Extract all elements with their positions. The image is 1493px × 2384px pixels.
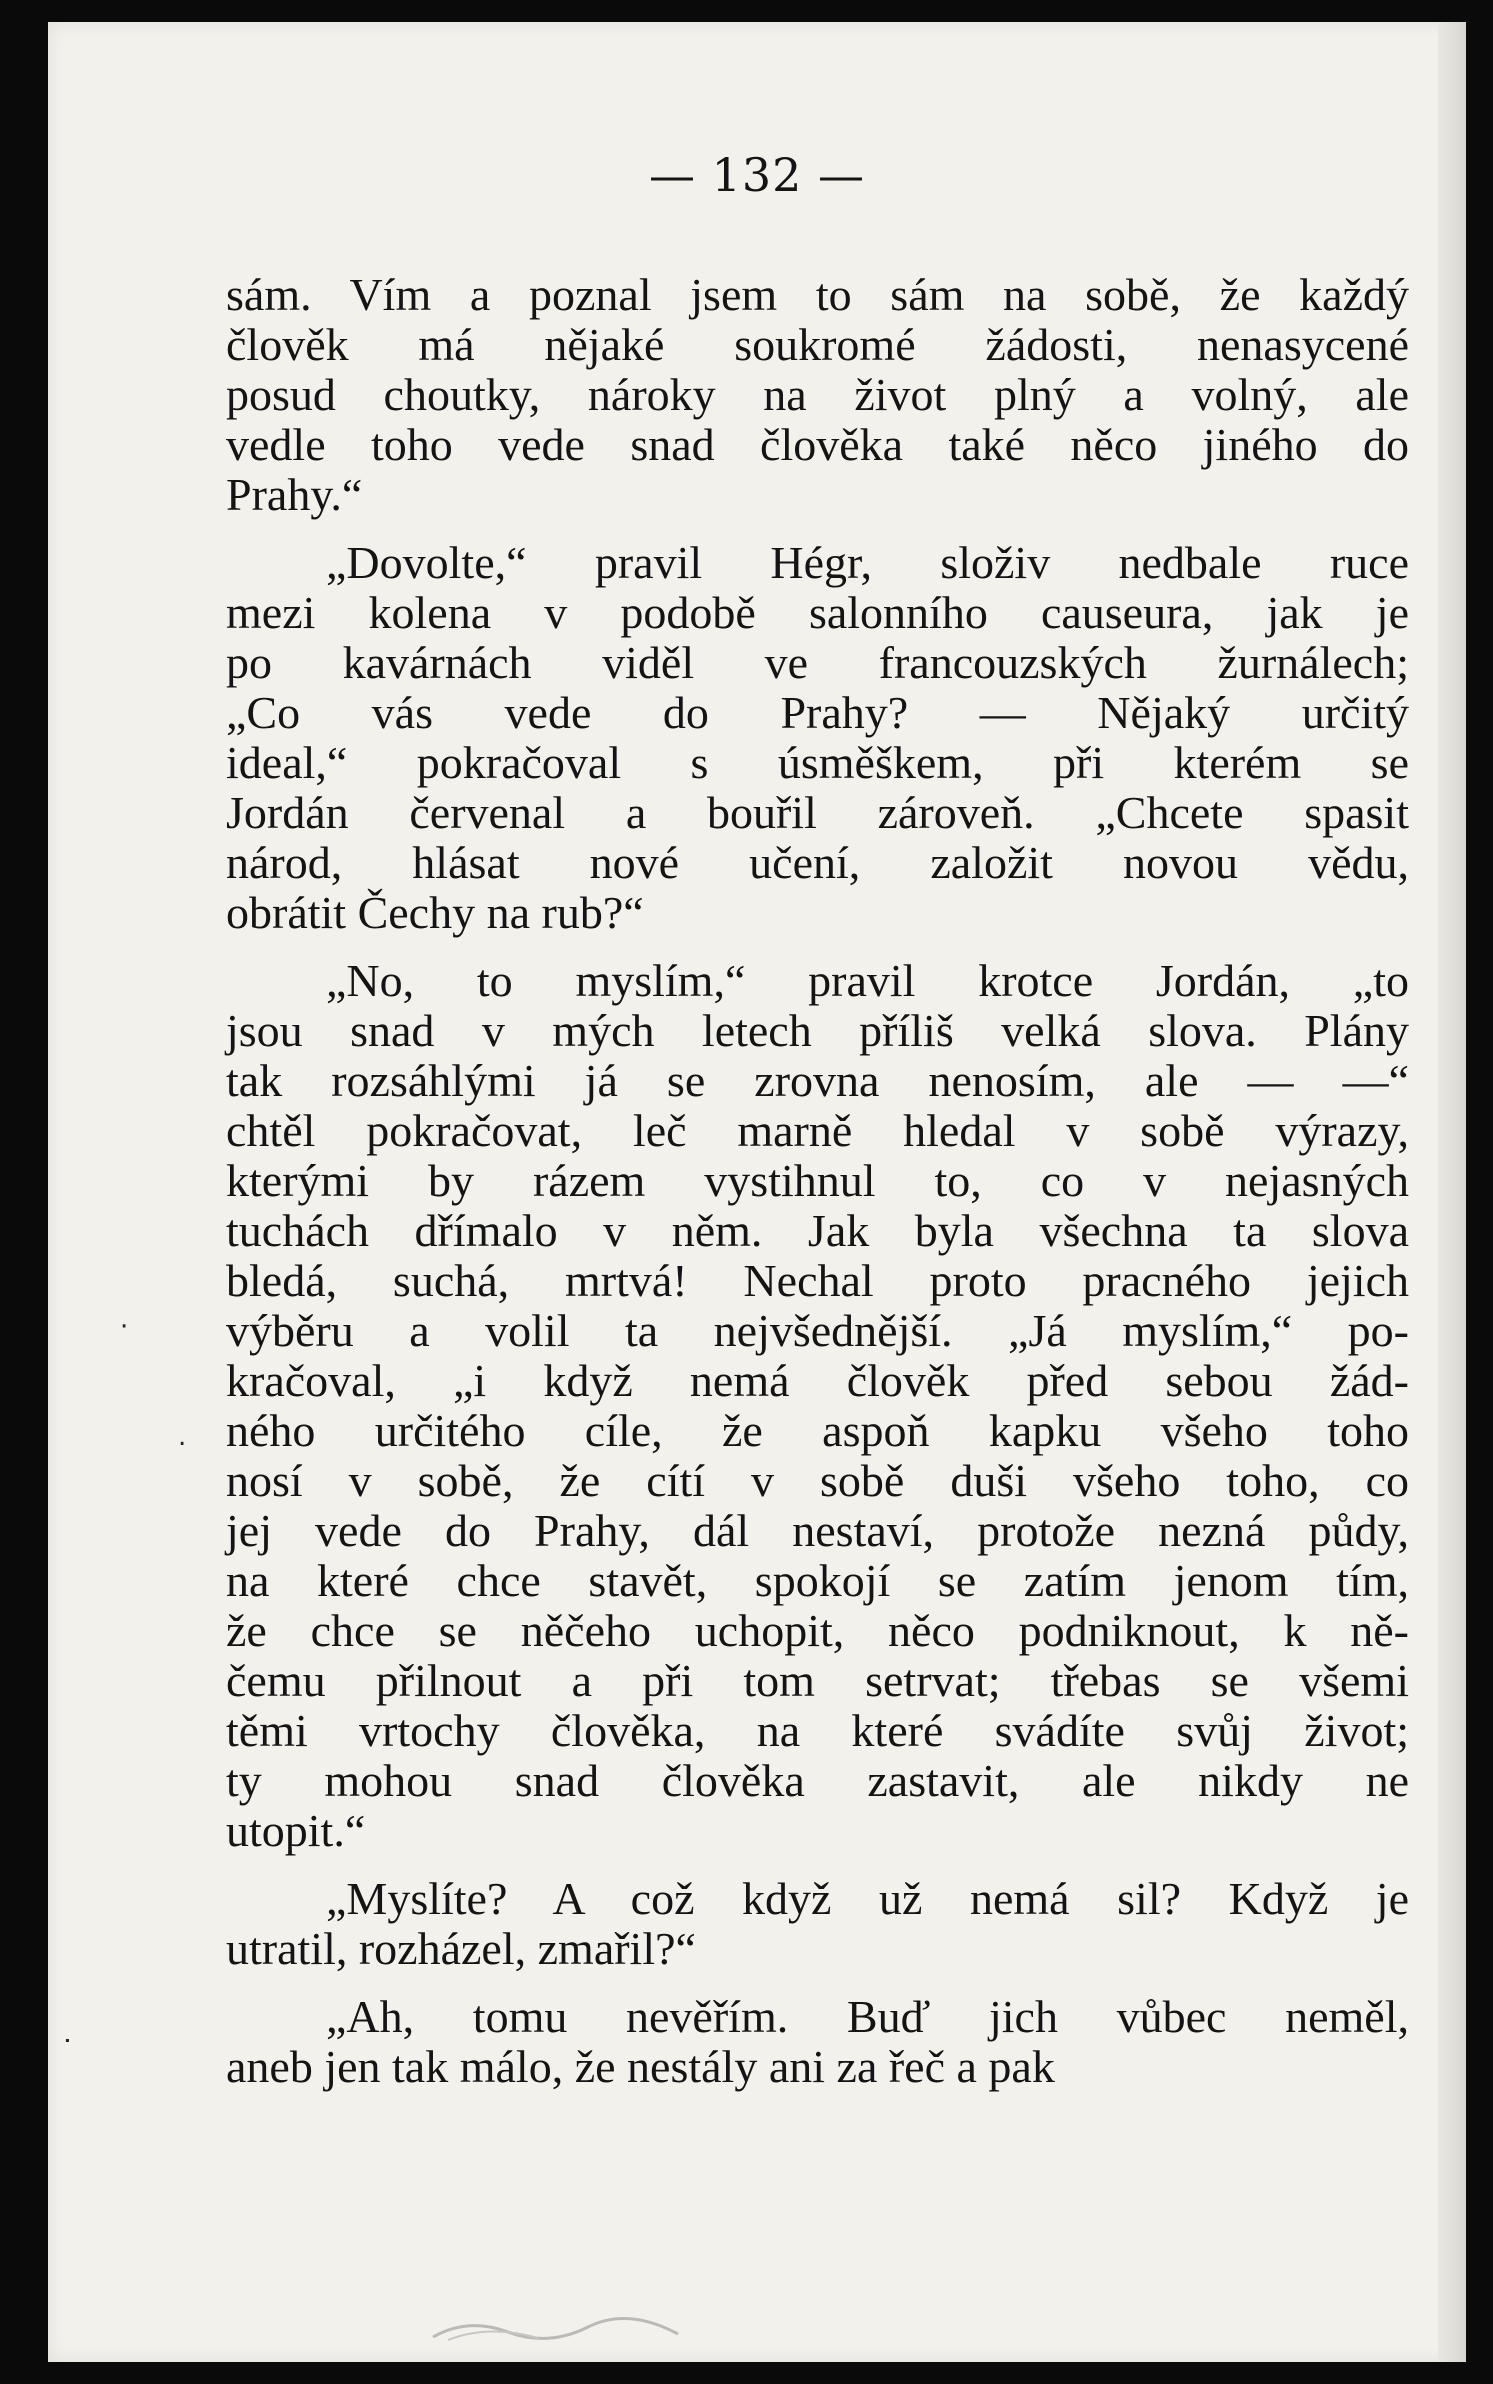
text-line: obrátit Čechy na rub?“ bbox=[226, 887, 644, 938]
body-text bbox=[226, 270, 1409, 2110]
book-page bbox=[48, 22, 1466, 2362]
paragraph bbox=[226, 538, 1409, 938]
text-line: ty mohou snad člověka zastavit, ale nikdy ne bbox=[226, 1755, 1409, 1806]
text-line: těmi vrtochy člověka, na které svádíte svůj život; bbox=[226, 1705, 1409, 1756]
text-line: „No, to myslím,“ pravil krotce Jordán, „to bbox=[326, 955, 1409, 1006]
text-line: Jordán červenal a bouřil zároveň. „Chcete spasit bbox=[226, 787, 1409, 838]
text-line: na které chce stavět, spokojí se zatím jenom tím, bbox=[226, 1555, 1409, 1606]
text-line: kterými by rázem vystihnul to, co v nejasných bbox=[226, 1155, 1409, 1206]
text-line: mezi kolena v podobě salonního causeura, jak je bbox=[226, 587, 1409, 638]
text-line: národ, hlásat nové učení, založit novou vědu, bbox=[226, 837, 1409, 888]
text-line: aneb jen tak málo, že nestály ani za řeč a pak bbox=[226, 2041, 1055, 2092]
text-line: jsou snad v mých letech příliš velká slova. Plány bbox=[226, 1005, 1409, 1056]
text-line: sám. Vím a poznal jsem to sám na sobě, že každý bbox=[226, 269, 1409, 320]
text-line: nosí v sobě, že cítí v sobě duši všeho toho, co bbox=[226, 1455, 1409, 1506]
text-line: vedle toho vede snad člověka také něco jiného do bbox=[226, 419, 1409, 470]
text-line: chtěl pokračovat, leč marně hledal v sobě výrazy, bbox=[226, 1105, 1409, 1156]
text-line: po kavárnách viděl ve francouzských žurnálech; bbox=[226, 637, 1409, 688]
text-line: utratil, rozházel, zmařil?“ bbox=[226, 1923, 696, 1974]
text-line: jej vede do Prahy, dál nestaví, protože nezná půdy, bbox=[226, 1505, 1409, 1556]
page-number: — 132 — bbox=[648, 148, 866, 202]
text-line: Prahy.“ bbox=[226, 469, 363, 520]
text-line: výběru a volil ta nejvšednější. „Já myslím,“ po- bbox=[226, 1305, 1409, 1356]
text-line: že chce se něčeho uchopit, něco podniknout, k ně- bbox=[226, 1605, 1409, 1656]
text-line: ného určitého cíle, že aspoň kapku všeho toho bbox=[226, 1405, 1409, 1456]
text-line: „Co vás vede do Prahy? — Nějaký určitý bbox=[226, 687, 1409, 738]
text-line: kračoval, „i když nemá člověk před sebou žád- bbox=[226, 1355, 1409, 1406]
margin-dot: · bbox=[120, 1312, 129, 1342]
margin-dot: . bbox=[178, 1422, 187, 1452]
text-line: „Ah, tomu nevěřím. Buď jich vůbec neměl, bbox=[326, 1991, 1409, 2042]
paragraph bbox=[226, 1992, 1409, 2092]
page-edge-shadow bbox=[1438, 22, 1466, 2362]
text-line: čemu přilnout a při tom setrvat; třebas se všemi bbox=[226, 1655, 1409, 1706]
text-line: utopit.“ bbox=[226, 1805, 366, 1856]
page-scuff-mark bbox=[428, 2312, 688, 2342]
text-line: „Dovolte,“ pravil Hégr, složiv nedbale ruce bbox=[326, 537, 1409, 588]
text-line: „Myslíte? A což když už nemá sil? Když je bbox=[326, 1873, 1409, 1924]
text-line: posud choutky, nároky na život plný a volný, ale bbox=[226, 369, 1409, 420]
paragraph bbox=[226, 1874, 1409, 1974]
margin-mark-ink: ᐝ bbox=[63, 2034, 71, 2069]
text-line: tuchách dřímalo v něm. Jak byla všechna ta slova bbox=[226, 1205, 1409, 1256]
paragraph bbox=[226, 956, 1409, 1856]
text-line: bledá, suchá, mrtvá! Nechal proto pracného jejich bbox=[226, 1255, 1409, 1306]
text-line: tak rozsáhlými já se zrovna nenosím, ale — —“ bbox=[226, 1055, 1409, 1106]
paragraph bbox=[226, 270, 1409, 520]
text-line: ideal,“ pokračoval s úsměškem, při kterém se bbox=[226, 737, 1409, 788]
text-line: člověk má nějaké soukromé žádosti, nenasycené bbox=[226, 319, 1409, 370]
